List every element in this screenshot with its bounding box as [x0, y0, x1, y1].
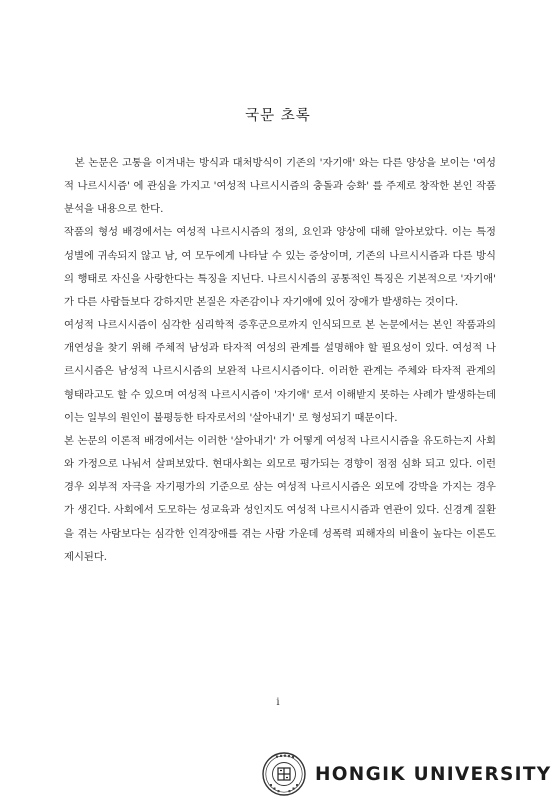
- abstract-body: [64, 152, 496, 569]
- page-title: 국문 초록: [245, 108, 311, 124]
- page-number: i: [276, 697, 280, 708]
- abstract-paragraph: 작품의 형성 배경에서는 여성적 나르시시즘의 정의, 요인과 양상에 대해 알아보았다. 이는 특정 성별에 귀속되지 않고 남, 여 모두에게 나타날 수 있는 증상이며, 기존의 나르시시즘과 다른 방식의 행태로 자신을 사랑한다는 특징을 지닌다. 나르시시즘의 공통적인 특징은 기본적으로 '자기애' 가 다른 사람들보다 강하지만 본질은 자존감이나 자기애에 있어 장애가 발생하는 것이다.: [64, 226, 496, 308]
- university-seal-icon: [262, 752, 306, 796]
- abstract-paragraph: 여성적 나르시시즘이 심각한 심리학적 증후군으로까지 인식되므로 본 논문에서는 본인 작품과의 개연성을 찾기 위해 주체적 남성과 타자적 여성의 관계를 설명해야 할 필요성이 있다. 여성적 나르시시즘은 남성적 나르시시즘의 보완적 나르시시즘이다. 이러한 관계는 주체와 타자적 관계의 형태라고도 할 수 있으며 여성적 나르시시즘이 '자기애' 로서 이해받지 못하는 사례가 발생하는데 이는 일부의 원인이 불평등한 타자로서의 '살아내기' 로 형성되기 때문이다.: [64, 319, 496, 424]
- university-name: HONGIK UNIVERSITY: [315, 763, 552, 785]
- abstract-paragraph: 본 논문은 고통을 이겨내는 방식과 대처방식이 기존의 '자기애' 와는 다른 양상을 보이는 '여성적 나르시시즘' 에 관심을 가지고 '여성적 나르시시즘의 충돌과 승화' 를 주제로 창작한 본인 작품 분석을 내용으로 한다.: [64, 157, 496, 216]
- university-footer: [258, 748, 556, 800]
- abstract-paragraph: 본 논문의 이론적 배경에서는 이러한 '살아내기' 가 어떻게 여성적 나르시시즘을 유도하는지 사회와 가정으로 나눠서 살펴보았다. 현대사회는 외모로 평가되는 경향이 점점 심화 되고 있다. 이런 경우 외부적 자극을 자기평가의 기준으로 삼는 여성적 나르시시즘은 외모에 강박을 가지는 경우가 생긴다. 사회에서 도모하는 성교육과 성인지도 여성적 나르시시즘과 연관이 있다. 신경계 질환을 겪는 사람보다는 심각한 인격장애를 겪는 사람 가운데 성폭력 피해자의 비율이 높다는 이론도 제시된다.: [64, 434, 496, 563]
